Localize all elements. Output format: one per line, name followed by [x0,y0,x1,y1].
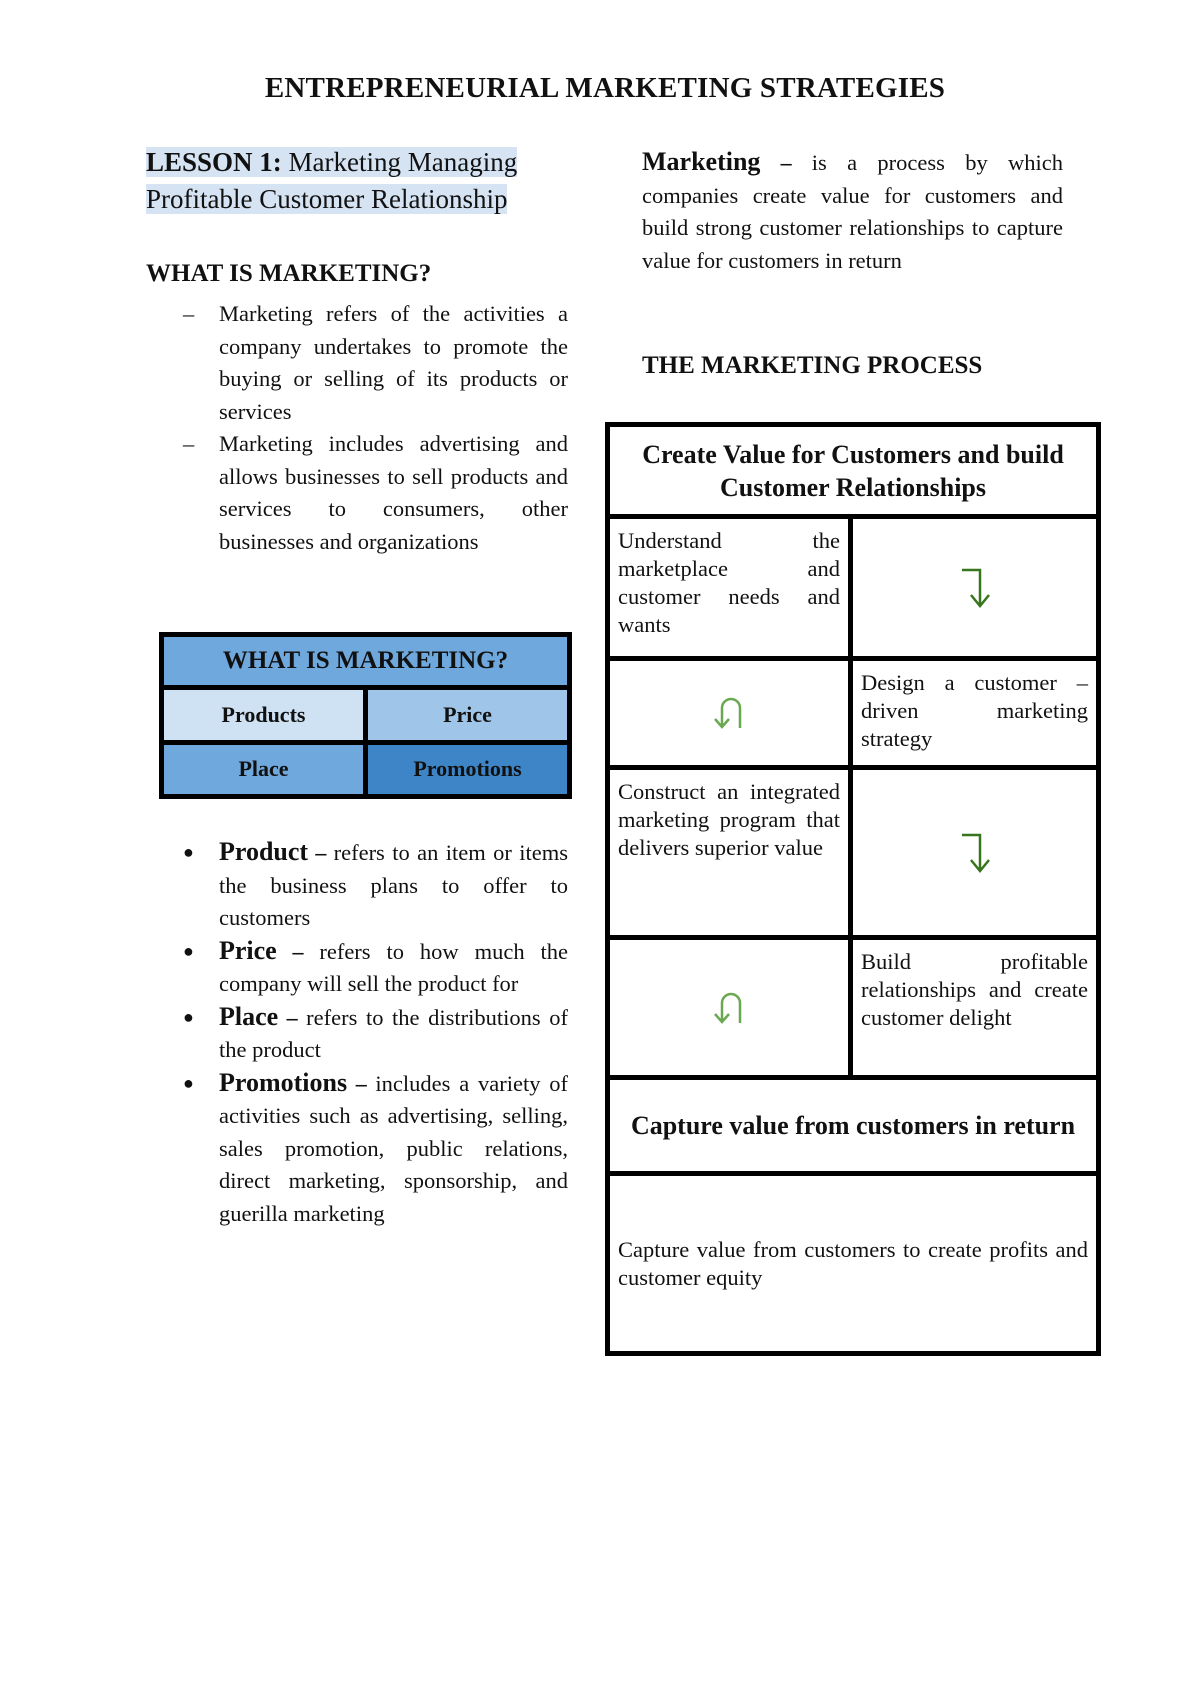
step-design-strategy: Design a customer – driven marketing strategy [861,670,1088,751]
list-item-text: Marketing includes advertising and allows businesses to sell products and services to consumers, other businesses and organizations [219,431,568,554]
lesson-heading [146,144,568,218]
bullet-icon: ● [183,1072,194,1093]
separator: – [276,938,320,964]
list-item [146,836,568,935]
definition: is a process by which companies create value for customers and build strong customer relationships to capture value for customers in return [642,150,1063,273]
cell-products: Products [164,690,363,740]
definition: refers to the distributions of the product [219,1004,568,1062]
list-item [146,428,568,558]
four-p-list [146,836,568,1230]
term: Product [219,837,309,866]
bullet-icon: ● [183,842,194,862]
four-p-table-header: WHAT IS MARKETING? [164,637,567,685]
lesson-title: Marketing Managing Profitable Customer Relationship [146,147,518,214]
arrow-back-icon [610,940,853,1075]
list-item [146,1067,568,1231]
definition: refers to how much the company will sell the product for [219,938,568,996]
separator: – [347,1070,376,1096]
marketing-definition [642,146,1063,277]
separator: – [278,1004,307,1030]
list-item-text: Marketing refers of the activities a company undertakes to promote the buying or selling of its products or services [219,301,568,424]
list-item [146,298,568,428]
capture-value-header: Capture value from customers in return [630,1111,1076,1140]
cell-price: Price [368,690,567,740]
dash-bullet: – [183,431,195,456]
capture-value-text: Capture value from customers to create profits and customer equity [618,1236,1088,1290]
marketing-process-table [605,422,1101,1356]
definition: refers to an item or items the business plans to offer to customers [219,840,568,930]
term: Marketing [642,147,761,176]
list-item [146,1001,568,1067]
definition: includes a variety of activities such as advertising, selling, sales promotion, public relations, direct marketing, sponsorship, and guerilla marketing [219,1070,568,1226]
term: Place [219,1001,279,1031]
lesson-label: LESSON 1: [146,147,282,177]
page-title: ENTREPRENEURIAL MARKETING STRATEGIES [264,72,946,104]
dash-bullet: – [183,301,195,326]
create-value-header: Create Value for Customers and build Customer Relationships [642,439,1064,502]
cell-place: Place [164,745,363,795]
separator: – [760,150,812,175]
separator: – [308,840,334,865]
term: Promotions [219,1067,348,1097]
arrow-down-icon [853,770,1096,935]
bullet-icon: ● [183,940,194,961]
arrow-down-icon [853,519,1096,656]
step-build-relationships: Build profitable relationships and create customer delight [861,949,1088,1030]
list-item [146,935,568,1001]
arrow-back-icon [610,661,853,765]
cell-promotions: Promotions [368,745,567,795]
term: Price [219,935,277,965]
marketing-definition-list [146,298,568,558]
step-construct-program: Construct an integrated marketing program that delivers superior value [610,770,853,935]
marketing-process-heading: THE MARKETING PROCESS [642,352,983,379]
bullet-icon: ● [183,1006,194,1027]
what-is-marketing-heading: WHAT IS MARKETING? [146,260,432,287]
four-p-table [159,632,572,799]
step-understand: Understand the marketplace and customer needs and wants [610,519,853,656]
